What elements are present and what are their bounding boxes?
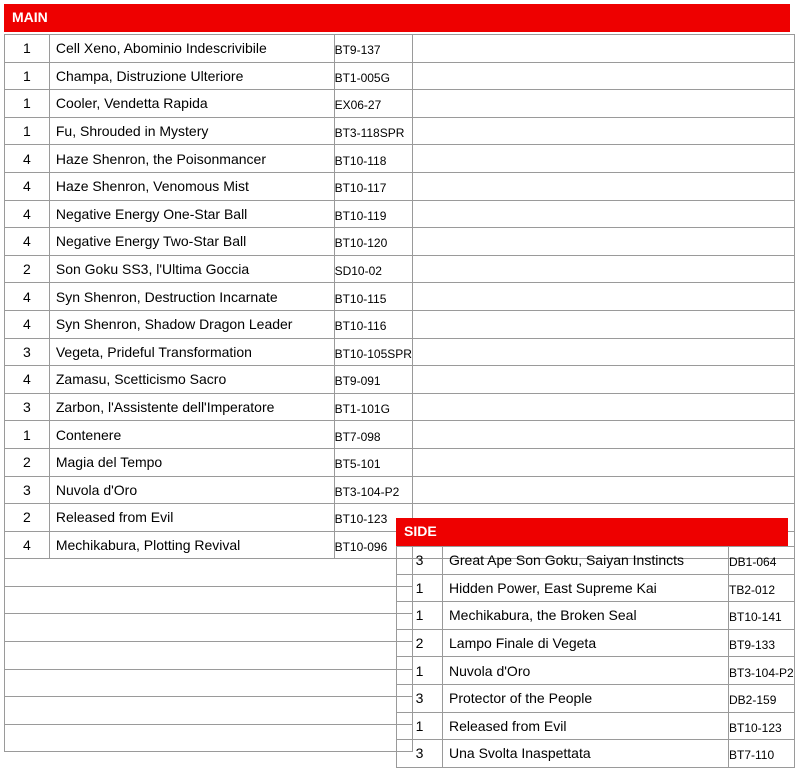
empty-cell [412,90,794,118]
card-code: BT3-104-P2 [729,659,795,687]
main-card-row [5,448,795,476]
card-name: Cell Xeno, Abominio Indescrivibile [49,35,334,63]
card-qty: 1 [5,35,50,63]
card-code: BT10-119 [334,202,412,230]
empty-cell [5,697,413,725]
empty-cell [412,283,794,311]
card-name: Syn Shenron, Shadow Dragon Leader [49,310,334,338]
card-code: BT5-101 [334,450,412,478]
card-qty: 4 [5,145,50,173]
card-qty: 4 [5,531,50,559]
card-code: BT3-118SPR [334,119,412,147]
main-card-row [5,366,795,394]
empty-cell [412,35,794,63]
card-code: BT10-118 [334,147,412,175]
card-code: BT9-091 [334,368,412,396]
card-qty: 3 [5,393,50,421]
card-qty: 4 [5,310,50,338]
card-qty: 3 [5,338,50,366]
card-qty: 3 [5,476,50,504]
card-name: Champa, Distruzione Ulteriore [49,62,334,90]
card-qty: 2 [5,504,50,532]
card-qty: 1 [397,712,443,740]
card-code: BT7-098 [334,423,412,451]
main-card-row [5,228,795,256]
card-qty: 1 [5,117,50,145]
card-qty: 1 [5,421,50,449]
card-name: Syn Shenron, Destruction Incarnate [49,283,334,311]
card-name: Nuvola d'Oro [443,657,729,685]
side-card-row [397,629,795,657]
main-card-row [5,172,795,200]
card-code: BT10-096 [334,533,412,561]
main-card-row [5,255,795,283]
card-code: BT10-105SPR [334,340,412,368]
empty-cell [412,421,794,449]
main-card-row [5,393,795,421]
main-card-row [5,35,795,63]
card-code: BT10-115 [334,285,412,313]
main-card-row [5,310,795,338]
main-card-row [5,90,795,118]
card-qty: 3 [397,684,443,712]
card-qty: 4 [5,228,50,256]
empty-cell [5,614,413,642]
card-qty: 4 [5,200,50,228]
card-name: Lampo Finale di Vegeta [443,629,729,657]
card-code: BT9-133 [729,631,795,659]
side-section-header: SIDE [396,518,788,546]
card-name: Released from Evil [443,712,729,740]
card-name: Mechikabura, Plotting Revival [49,531,334,559]
card-code: BT10-141 [729,604,795,632]
card-qty: 3 [397,547,443,575]
empty-cell [5,559,413,587]
card-name: Negative Energy Two-Star Ball [49,228,334,256]
card-code: BT3-104-P2 [334,478,412,506]
card-name: Contenere [49,421,334,449]
card-code: BT9-137 [334,37,412,65]
empty-cell [5,586,413,614]
card-qty: 1 [397,574,443,602]
side-deck-table [396,546,795,768]
side-card-row [397,657,795,685]
card-qty: 2 [397,629,443,657]
card-code: BT10-120 [334,230,412,258]
card-name: Cooler, Vendetta Rapida [49,90,334,118]
card-qty: 2 [5,255,50,283]
main-card-row [5,283,795,311]
card-qty: 1 [5,90,50,118]
empty-cell [412,310,794,338]
card-qty: 1 [397,602,443,630]
empty-cell [412,393,794,421]
empty-cell [5,669,413,697]
main-card-row [5,62,795,90]
empty-cell [412,255,794,283]
card-qty: 4 [5,366,50,394]
empty-cell [412,476,794,504]
side-card-row [397,740,795,768]
main-card-row [5,476,795,504]
card-name: Nuvola d'Oro [49,476,334,504]
card-code: BT10-117 [334,174,412,202]
empty-cell [412,366,794,394]
main-card-row [5,145,795,173]
card-name: Protector of the People [443,684,729,712]
card-code: BT1-005G [334,64,412,92]
card-code: BT10-123 [334,506,412,534]
card-code: DB2-159 [729,686,795,714]
card-name: Released from Evil [49,504,334,532]
card-qty: 3 [397,740,443,768]
card-name: Vegeta, Prideful Transformation [49,338,334,366]
side-card-row [397,684,795,712]
card-name: Negative Energy One-Star Ball [49,200,334,228]
main-card-row [5,117,795,145]
card-code: BT7-110 [729,742,795,770]
main-card-row [5,200,795,228]
card-name: Fu, Shrouded in Mystery [49,117,334,145]
card-name: Magia del Tempo [49,448,334,476]
side-card-row [397,547,795,575]
card-name: Zamasu, Scetticismo Sacro [49,366,334,394]
card-qty: 4 [5,283,50,311]
empty-cell [412,200,794,228]
card-qty: 1 [5,62,50,90]
card-code: BT10-116 [334,312,412,340]
card-code: EX06-27 [334,92,412,120]
empty-cell [5,724,413,752]
empty-cell [412,172,794,200]
card-name: Haze Shenron, the Poisonmancer [49,145,334,173]
card-code: BT1-101G [334,395,412,423]
main-card-row [5,338,795,366]
empty-cell [412,62,794,90]
card-code: TB2-012 [729,576,795,604]
card-code: BT10-123 [729,714,795,742]
empty-cell [412,338,794,366]
card-name: Hidden Power, East Supreme Kai [443,574,729,602]
side-card-row [397,712,795,740]
card-qty: 4 [5,172,50,200]
card-qty: 1 [397,657,443,685]
card-name: Son Goku SS3, l'Ultima Goccia [49,255,334,283]
main-card-row [5,421,795,449]
card-name: Zarbon, l'Assistente dell'Imperatore [49,393,334,421]
empty-cell [412,145,794,173]
card-qty: 2 [5,448,50,476]
side-card-row [397,602,795,630]
card-name: Great Ape Son Goku, Saiyan Instincts [443,547,729,575]
card-code: DB1-064 [729,549,795,577]
card-code: SD10-02 [334,257,412,285]
empty-cell [412,448,794,476]
empty-cell [5,642,413,670]
card-name: Una Svolta Inaspettata [443,740,729,768]
empty-cell [412,228,794,256]
card-name: Mechikabura, the Broken Seal [443,602,729,630]
card-name: Haze Shenron, Venomous Mist [49,172,334,200]
side-card-row [397,574,795,602]
main-section-header: MAIN [4,4,790,32]
empty-cell [412,117,794,145]
